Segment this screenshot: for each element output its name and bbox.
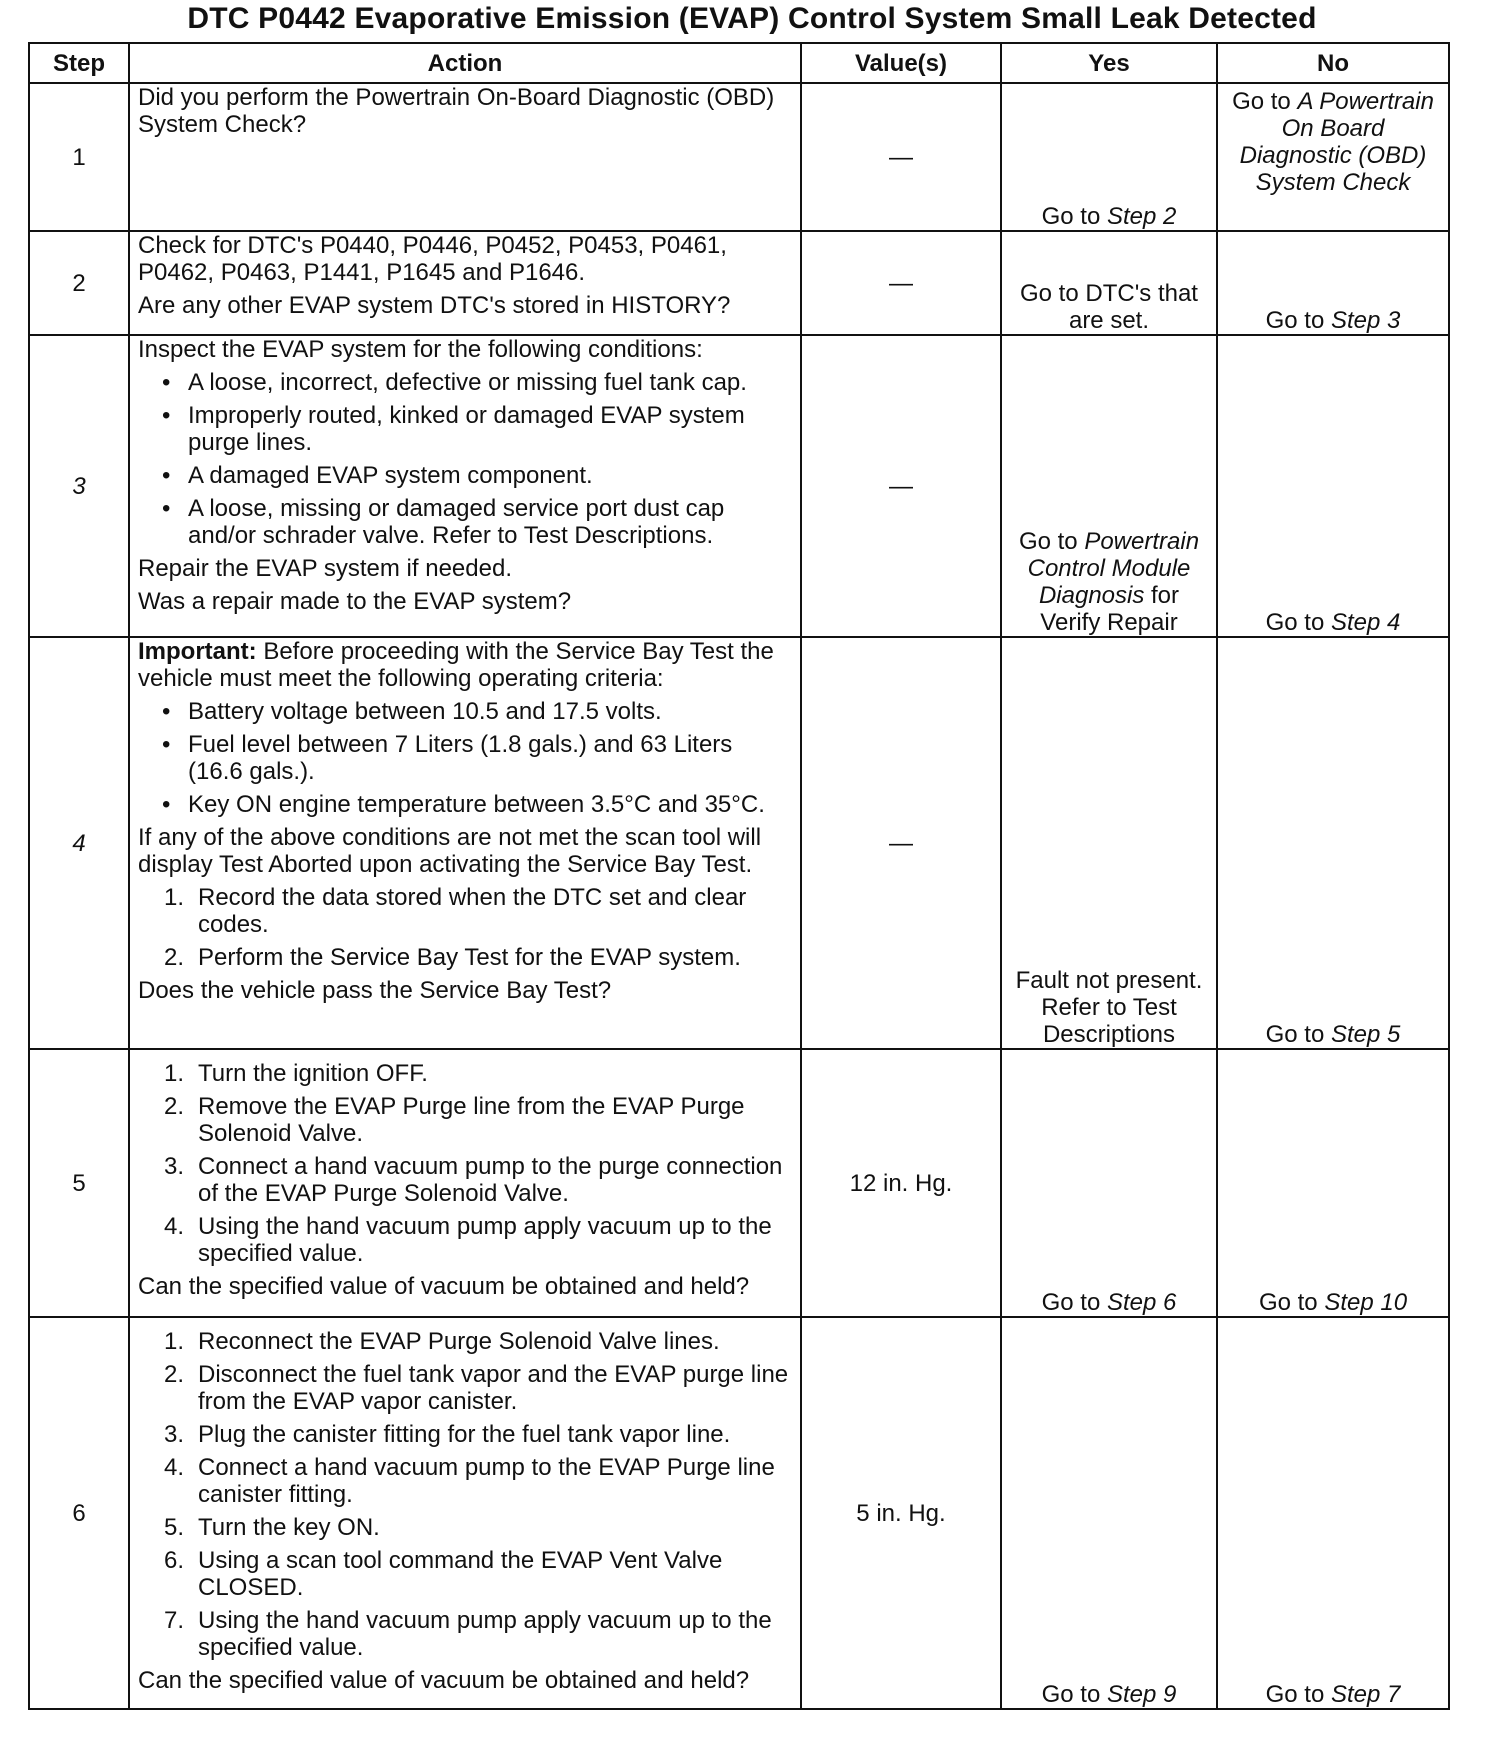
step-action	[129, 83, 801, 231]
action-intro: Inspect the EVAP system for the following conditions:	[138, 336, 703, 363]
step-number: 6	[29, 1317, 129, 1709]
table-row-step-2	[29, 231, 1449, 335]
criteria-list	[138, 698, 792, 818]
step-action	[129, 1049, 801, 1317]
procedure-list	[138, 1060, 792, 1267]
list-item: 4. Connect a hand vacuum pump to the EVAP Purge line canister fitting.	[164, 1454, 775, 1508]
step-number: 3	[29, 335, 129, 637]
step-no	[1217, 231, 1449, 335]
no-step-ref: Step 7	[1330, 1681, 1401, 1708]
step-value: —	[801, 83, 1001, 231]
list-item: • A loose, missing or damaged service port dust cap and/or schrader valve. Refer to Test Descriptions.	[188, 495, 792, 549]
step-value: 12 in. Hg.	[801, 1049, 1001, 1317]
list-item: • Key ON engine temperature between 3.5°C and 35°C.	[188, 791, 792, 818]
step-number: 1	[29, 83, 129, 231]
action-text: If any of the above conditions are not met the scan tool will display Test Aborted upon activating the Service Bay Test.	[138, 824, 762, 878]
no-step-ref: Step 10	[1324, 1289, 1408, 1316]
step-yes	[1001, 1317, 1217, 1709]
list-item: 3. Plug the canister fitting for the fuel tank vapor line.	[164, 1421, 731, 1448]
table-header-row	[29, 43, 1449, 83]
step-no	[1217, 637, 1449, 1049]
table-row-step-6	[29, 1317, 1449, 1709]
list-item: 2. Remove the EVAP Purge line from the EVAP Purge Solenoid Valve.	[164, 1093, 745, 1147]
no-step-ref: Step 3	[1330, 307, 1401, 334]
no-step-ref: Step 5	[1330, 1021, 1401, 1048]
header-step: Step	[29, 43, 129, 83]
list-item: • A damaged EVAP system component.	[188, 462, 792, 489]
list-item: 1. Turn the ignition OFF.	[164, 1060, 428, 1087]
header-values: Value(s)	[801, 43, 1001, 83]
list-item: 1. Record the data stored when the DTC set and clear codes.	[164, 884, 747, 938]
step-action	[129, 231, 801, 335]
table-row-step-1	[29, 83, 1449, 231]
action-question: Does the vehicle pass the Service Bay Test?	[138, 977, 612, 1004]
step-value: —	[801, 637, 1001, 1049]
step-no	[1217, 335, 1449, 637]
header-yes: Yes	[1001, 43, 1217, 83]
diagnostic-table	[28, 42, 1450, 1710]
no-prefix: Go to	[1265, 307, 1325, 334]
header-action: Action	[129, 43, 801, 83]
table-row-step-5	[29, 1049, 1449, 1317]
table-row-step-3	[29, 335, 1449, 637]
step-yes: Fault not present. Refer to Test Descriptions	[1001, 637, 1217, 1049]
step-number: 2	[29, 231, 129, 335]
important-text: Before proceeding with the Service Bay Test the vehicle must meet the following operating criteria:	[138, 638, 774, 692]
step-value: 5 in. Hg.	[801, 1317, 1001, 1709]
condition-list	[138, 369, 792, 549]
yes-step-ref: Powertrain Control Module Diagnosis	[1027, 528, 1200, 609]
table-row-step-4	[29, 637, 1449, 1049]
yes-prefix: Go to	[1041, 1681, 1101, 1708]
list-item: 3. Connect a hand vacuum pump to the purge connection of the EVAP Purge Solenoid Valve.	[164, 1153, 783, 1207]
yes-prefix: Go to	[1018, 528, 1078, 555]
step-number: 5	[29, 1049, 129, 1317]
step-yes	[1001, 83, 1217, 231]
step-no	[1217, 1317, 1449, 1709]
action-text: Check for DTC's P0440, P0446, P0452, P0453, P0461, P0462, P0463, P1441, P1645 and P1646.	[138, 232, 727, 286]
action-question: Was a repair made to the EVAP system?	[138, 588, 572, 615]
no-step-ref: A Powertrain On Board Diagnostic (OBD) System Check	[1239, 88, 1434, 196]
list-item: • A loose, incorrect, defective or missing fuel tank cap.	[188, 369, 792, 396]
step-value: —	[801, 335, 1001, 637]
header-no: No	[1217, 43, 1449, 83]
no-prefix: Go to	[1258, 1289, 1318, 1316]
no-prefix: Go to	[1265, 1681, 1325, 1708]
list-item: 1. Reconnect the EVAP Purge Solenoid Valve lines.	[164, 1328, 720, 1355]
action-question: Can the specified value of vacuum be obtained and held?	[138, 1273, 750, 1300]
procedure-list	[138, 1328, 792, 1661]
page-title: DTC P0442 Evaporative Emission (EVAP) Control System Small Leak Detected	[187, 2, 1317, 35]
yes-step-ref: Step 6	[1106, 1289, 1177, 1316]
step-yes	[1001, 335, 1217, 637]
list-item: 6. Using a scan tool command the EVAP Vent Valve CLOSED.	[164, 1547, 723, 1601]
yes-step-ref: Step 9	[1106, 1681, 1177, 1708]
no-prefix: Go to	[1232, 88, 1291, 115]
no-prefix: Go to	[1265, 609, 1325, 636]
step-value: —	[801, 231, 1001, 335]
list-item: • Improperly routed, kinked or damaged EVAP system purge lines.	[188, 402, 792, 456]
list-item: 4. Using the hand vacuum pump apply vacuum up to the specified value.	[164, 1213, 772, 1267]
action-text: Did you perform the Powertrain On-Board Diagnostic (OBD) System Check?	[138, 84, 775, 138]
step-yes	[1001, 1049, 1217, 1317]
important-note	[138, 638, 792, 692]
procedure-list	[138, 884, 792, 971]
no-prefix: Go to	[1265, 1021, 1325, 1048]
step-number: 4	[29, 637, 129, 1049]
yes-suffix: for Verify Repair	[1040, 582, 1180, 636]
step-action	[129, 637, 801, 1049]
step-no	[1217, 83, 1449, 231]
yes-prefix: Go to	[1041, 203, 1101, 230]
yes-prefix: Go to	[1041, 1289, 1101, 1316]
list-item: 5. Turn the key ON.	[164, 1514, 380, 1541]
list-item: 2. Disconnect the fuel tank vapor and the EVAP purge line from the EVAP vapor canister.	[164, 1361, 789, 1415]
step-yes: Go to DTC's that are set.	[1001, 231, 1217, 335]
action-text: Repair the EVAP system if needed.	[138, 555, 512, 582]
step-action	[129, 335, 801, 637]
step-no	[1217, 1049, 1449, 1317]
list-item: 7. Using the hand vacuum pump apply vacuum up to the specified value.	[164, 1607, 772, 1661]
list-item: • Fuel level between 7 Liters (1.8 gals.) and 63 Liters (16.6 gals.).	[188, 731, 792, 785]
list-item: 2. Perform the Service Bay Test for the EVAP system.	[164, 944, 741, 971]
list-item: • Battery voltage between 10.5 and 17.5 volts.	[188, 698, 792, 725]
important-label: Important:	[138, 638, 257, 665]
no-step-ref: Step 4	[1330, 609, 1401, 636]
action-question: Can the specified value of vacuum be obtained and held?	[138, 1667, 750, 1694]
action-question: Are any other EVAP system DTC's stored in HISTORY?	[138, 292, 731, 319]
yes-step-ref: Step 2	[1106, 203, 1177, 230]
step-action	[129, 1317, 801, 1709]
